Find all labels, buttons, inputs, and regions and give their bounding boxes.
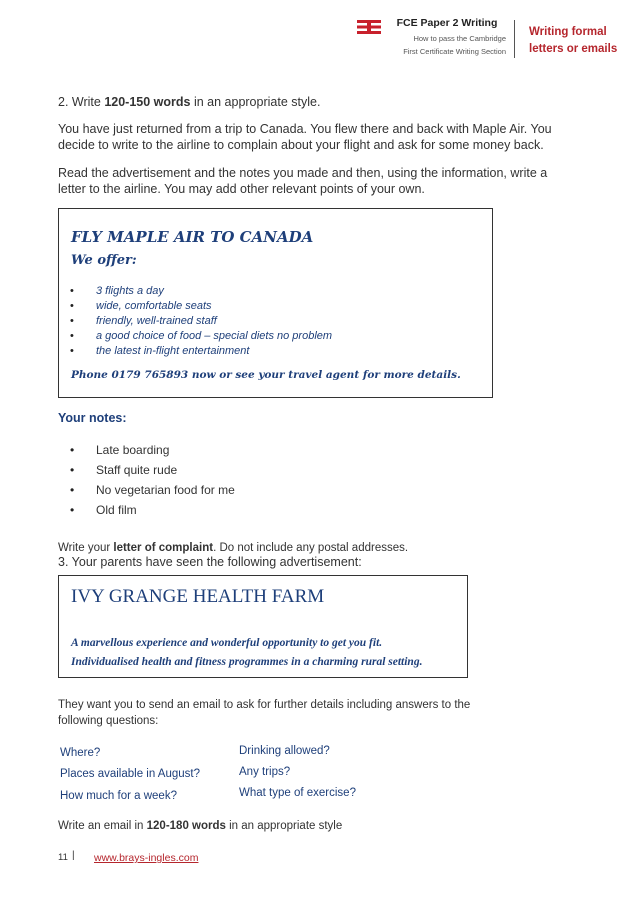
complaint-instruction: Write your letter of complaint. Do not include any postal addresses. xyxy=(58,542,409,554)
header-section-line2: letters or emails xyxy=(529,43,618,55)
task2-instruction: 2. Write 120-150 words in an appropriate style. xyxy=(58,95,321,109)
complaint-bold: letter of complaint xyxy=(113,542,214,554)
website-link[interactable]: www.brays-ingles.com xyxy=(94,852,199,864)
list-item: • wide, comfortable seats xyxy=(70,299,332,314)
maple-air-ad-list xyxy=(70,284,332,359)
header-subtitle-line1: How to pass the Cambridge xyxy=(413,34,506,43)
list-item: • 3 flights a day xyxy=(70,284,332,299)
header-section-line1: Writing formal xyxy=(529,26,607,38)
list-item: • Staff quite rude xyxy=(70,460,235,480)
task2-paragraph-1: You have just returned from a trip to Canada. You flew there and back with Maple Air. You decide to write to the airline to complain about your flight and ask for some money back. xyxy=(58,122,552,152)
task2-word-count: 120-150 words xyxy=(104,95,191,109)
question-left-3: How much for a week? xyxy=(60,790,177,802)
maple-air-ad-title: FLY MAPLE AIR TO CANADA xyxy=(71,228,314,246)
list-item: • Old film xyxy=(70,500,235,520)
task3-final-instruction: Write an email in 120-180 words in an appropriate style xyxy=(58,820,343,832)
ivy-grange-ad-title: IVY GRANGE HEALTH FARM xyxy=(71,586,325,607)
list-item: • the latest in-flight entertainment xyxy=(70,344,332,359)
header-divider xyxy=(514,20,515,58)
task2-paragraph-2: Read the advertisement and the notes you made and then, using the information, write a letter to the airline. You may add other relevant points of your own. xyxy=(58,166,548,196)
ivy-grange-ad-line2: Individualised health and fitness programmes in a charming rural setting. xyxy=(71,656,423,668)
list-item: • friendly, well-trained staff xyxy=(70,314,332,329)
list-item: • Late boarding xyxy=(70,440,235,460)
task3-word-count: 120-180 words xyxy=(146,820,226,832)
header-subtitle-line2: First Certificate Writing Section xyxy=(403,47,506,56)
question-right-2: Any trips? xyxy=(239,766,291,778)
question-right-1: Drinking allowed? xyxy=(239,745,330,757)
question-right-3: What type of exercise? xyxy=(239,787,356,799)
flag-icon xyxy=(357,20,381,34)
notes-list xyxy=(70,440,235,520)
notes-title: Your notes: xyxy=(58,411,127,425)
page-number: 11 xyxy=(58,852,68,863)
header-title: FCE Paper 2 Writing xyxy=(396,17,498,29)
list-item: • a good choice of food – special diets no problem xyxy=(70,329,332,344)
list-item: • No vegetarian food for me xyxy=(70,480,235,500)
maple-air-ad-offer: We offer: xyxy=(71,253,137,268)
task3-intro: 3. Your parents have seen the following advertisement: xyxy=(58,555,362,569)
task3-paragraph: They want you to send an email to ask for further details including answers to the following questions: xyxy=(58,699,471,727)
question-left-1: Where? xyxy=(60,747,101,759)
footer-separator: | xyxy=(72,850,75,861)
question-left-2: Places available in August? xyxy=(60,768,201,780)
maple-air-ad-phone: Phone 0179 765893 now or see your travel agent for more details. xyxy=(71,369,461,381)
ivy-grange-ad-line1: A marvellous experience and wonderful opportunity to get you fit. xyxy=(71,637,383,649)
